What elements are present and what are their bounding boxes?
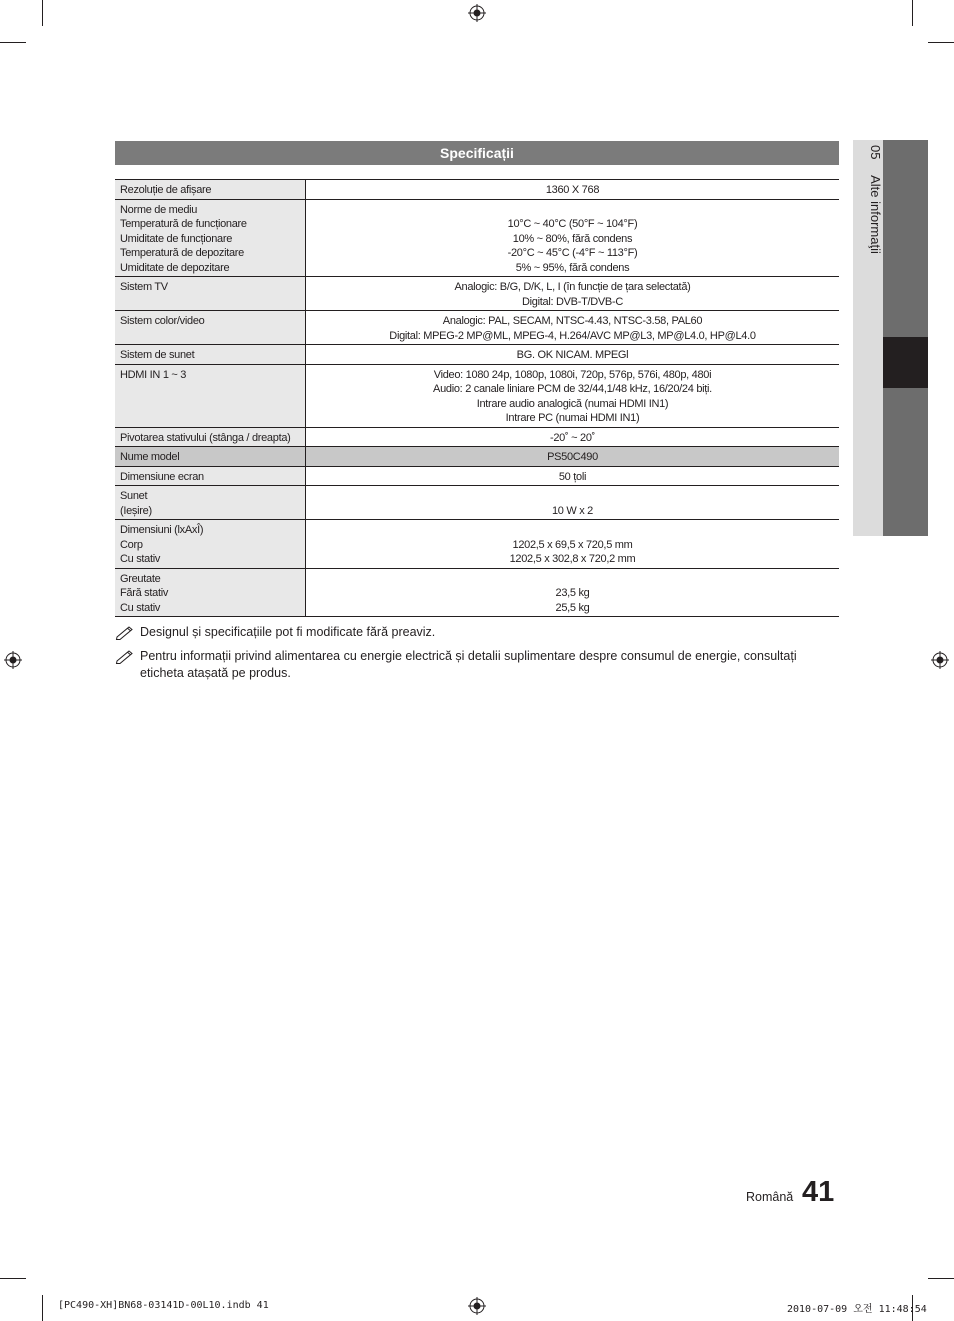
spec-value: Intrare PC (numai HDMI IN1)	[505, 412, 640, 424]
spec-row	[115, 364, 839, 427]
spec-label: Temperatură de depozitare	[120, 247, 244, 259]
spec-label-cell	[115, 447, 306, 467]
spec-value-cell	[306, 364, 840, 427]
spec-table	[115, 179, 839, 617]
spec-label-cell	[115, 311, 306, 345]
spec-label: Sistem de sunet	[120, 349, 195, 361]
chapter-number: 05	[868, 145, 883, 160]
spec-row	[115, 427, 839, 447]
spec-label-cell	[115, 466, 306, 486]
spec-value-cell	[306, 466, 840, 486]
spec-label: Sistem TV	[120, 281, 168, 293]
spec-value: 1202,5 x 69,5 x 720,5 mm	[512, 538, 633, 551]
spec-label: Nume model	[120, 451, 180, 463]
spec-value: -20˚ ~ 20˚	[550, 431, 595, 444]
spec-value-cell	[306, 486, 840, 520]
spec-value-cell	[306, 427, 840, 447]
file-slug: [PC490-XH]BN68-03141D-00L10.indb 41	[58, 1300, 269, 1311]
spec-row	[115, 345, 839, 365]
spec-value: Analogic: B/G, D/K, L, I (în funcție de țara selectată)	[454, 281, 691, 293]
spec-label: Greutate	[120, 572, 161, 585]
spec-label-cell	[115, 199, 306, 277]
spec-label: Temperatură de funcționare	[120, 218, 247, 230]
spec-label-cell	[115, 180, 306, 200]
spec-label: Pivotarea stativului (stânga / dreapta)	[120, 431, 291, 444]
spec-row	[115, 180, 839, 200]
spec-value-cell	[306, 345, 840, 365]
spec-value-cell	[306, 199, 840, 277]
spec-value-cell	[306, 311, 840, 345]
spec-value: 25,5 kg	[555, 601, 590, 614]
registration-mark-icon	[931, 651, 949, 669]
spec-value: Digital: DVB-T/DVB-C	[522, 295, 623, 308]
spec-row	[115, 568, 839, 617]
crop-mark	[0, 42, 26, 43]
spec-row	[115, 199, 839, 277]
print-timestamp: 2010-07-09 오전 11:48:54	[787, 1304, 927, 1315]
spec-value-cell	[306, 568, 840, 617]
spec-value-cell	[306, 277, 840, 311]
spec-label: Norme de mediu	[120, 203, 198, 216]
spec-row	[115, 277, 839, 311]
chapter-title: Alte informaţii	[868, 175, 883, 254]
crop-mark	[912, 0, 913, 26]
side-tab-label	[868, 145, 883, 254]
spec-label-cell	[115, 568, 306, 617]
side-tab-marker	[883, 337, 928, 388]
page-number: 41	[802, 1176, 835, 1208]
registration-mark-icon	[4, 651, 22, 669]
spec-value: 50 țoli	[558, 470, 587, 483]
note-text: Designul și specificațiile pot fi modificate fără preaviz.	[140, 625, 436, 639]
spec-value: BG. OK NICAM. MPEGl	[516, 349, 629, 361]
note-item	[115, 648, 839, 682]
spec-value-cell	[306, 180, 840, 200]
spec-value: 23,5 kg	[555, 587, 590, 599]
registration-mark-icon	[468, 1297, 486, 1315]
spec-value: -20°C ~ 45°C (-4°F ~ 113°F)	[507, 247, 638, 259]
spec-value-cell	[306, 520, 840, 569]
spec-label-cell	[115, 520, 306, 569]
spec-value: 10 W x 2	[551, 504, 593, 517]
spec-label: Umiditate de depozitare	[120, 261, 230, 274]
page-title: Specificații	[115, 141, 839, 165]
crop-mark	[42, 0, 43, 26]
spec-value: 10% ~ 80%, fără condens	[512, 232, 633, 245]
spec-value-cell	[306, 447, 840, 467]
spec-label: Corp	[120, 538, 143, 551]
crop-mark	[0, 1278, 26, 1279]
spec-label-cell	[115, 277, 306, 311]
spec-label: Sistem color/video	[120, 315, 205, 327]
spec-row	[115, 486, 839, 520]
spec-label-cell	[115, 486, 306, 520]
spec-label-cell	[115, 364, 306, 427]
crop-mark	[928, 1278, 954, 1279]
spec-value: Intrare audio analogică (numai HDMI IN1)	[476, 397, 669, 410]
spec-label: Dimensiuni (lxAxÎ)	[120, 524, 204, 536]
spec-label: Cu stativ	[120, 601, 161, 614]
spec-label: Dimensiune ecran	[120, 470, 204, 483]
crop-mark	[42, 1295, 43, 1321]
note-item	[115, 624, 839, 641]
spec-label-cell	[115, 345, 306, 365]
pencil-note-icon	[115, 648, 135, 664]
footer-language: Română	[746, 1190, 794, 1204]
spec-value: PS50C490	[547, 451, 598, 463]
spec-label-cell	[115, 427, 306, 447]
pencil-note-icon	[115, 624, 135, 640]
spec-label: HDMI IN 1 ~ 3	[120, 368, 187, 381]
spec-label: Fără stativ	[120, 587, 169, 599]
spec-value: 10°C ~ 40°C (50°F ~ 104°F)	[507, 218, 638, 230]
spec-value: Video: 1080 24p, 1080p, 1080i, 720p, 576p, 576i, 480p, 480i	[433, 368, 712, 381]
registration-mark-icon	[468, 4, 486, 22]
spec-row	[115, 520, 839, 569]
spec-row	[115, 311, 839, 345]
spec-label: Umiditate de funcționare	[120, 232, 233, 245]
spec-value: 5% ~ 95%, fără condens	[515, 261, 630, 274]
spec-label: Rezoluție de afișare	[120, 184, 212, 196]
spec-value: Analogic: PAL, SECAM, NTSC-4.43, NTSC-3.58, PAL60	[442, 315, 703, 327]
crop-mark	[928, 42, 954, 43]
spec-row	[115, 447, 839, 467]
spec-value: Digital: MPEG-2 MP@ML, MPEG-4, H.264/AVC MP@L3, MP@L4.0, HP@L4.0	[389, 329, 756, 342]
spec-value: 1360 X 768	[545, 184, 600, 196]
spec-label: (Ieșire)	[120, 504, 152, 517]
spec-label: Sunet	[120, 490, 148, 502]
spec-value: Audio: 2 canale liniare PCM de 32/44,1/48 kHz, 16/20/24 biți.	[433, 383, 712, 395]
note-text: Pentru informații privind alimentarea cu energie electrică și detalii suplimentare despre consumul de energie, consultați eticheta atașată pe produs.	[140, 649, 797, 680]
spec-row	[115, 466, 839, 486]
spec-label: Cu stativ	[120, 553, 161, 565]
spec-value: 1202,5 x 302,8 x 720,2 mm	[509, 553, 636, 565]
